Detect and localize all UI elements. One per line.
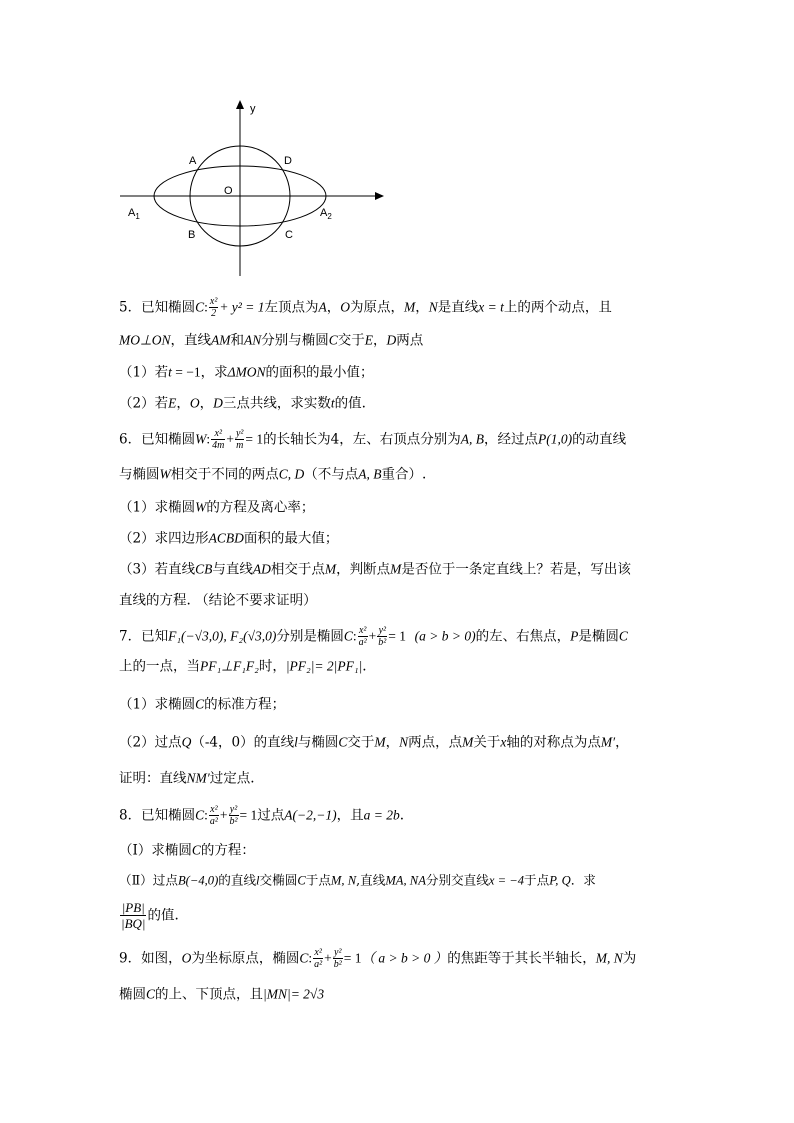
fraction: $\frac{\text{x²}}{\text{a²}}$ bbox=[314, 947, 323, 970]
y-axis-label: y bbox=[250, 103, 256, 115]
point-d-label: D bbox=[284, 155, 292, 167]
q8-line-1: 8．已知椭圆C: $\frac{\text{x²}}{\text{a²}}$ + $\frac{\text{y²}}{\text{b²}}$ = 1过点A(−2,−1)，且a = 2b. bbox=[119, 804, 405, 827]
q7-line-1: 7．已知F₁(−√3,0), F₂(√3,0)分别是椭圆C: $\frac{\text{x²}}{\text{a²}}$ + $\frac{\text{y²}}{\text{b²}}$ = 1 (a > b > 0)的左、右焦点，P是椭圆C bbox=[119, 625, 628, 648]
q7-part-2: （2）过点Q（-4，0）的直线l与椭圆C交于M，N两点，点M关于x轴的对称点为点M′， bbox=[119, 734, 629, 751]
q5-line-1: 5．已知椭圆C: $\frac{\text{x²}}{2}$ + y² = 1左顶点为A，O为原点，M，N是直线x = t上的两个动点，且 bbox=[119, 296, 612, 319]
point-c-label: C bbox=[285, 229, 293, 241]
q7-part-2-cont: 证明：直线NM′过定点. bbox=[119, 770, 255, 787]
q9-line-2: 椭圆C的上、下顶点，且|MN|= 2√3 bbox=[119, 986, 325, 1003]
point-a1-label: $A_1$ bbox=[128, 207, 140, 221]
q6-part-1: （1）求椭圆W的方程及离心率； bbox=[119, 499, 315, 516]
q9-line-1: 9．如图，O为坐标原点，椭圆C: $\frac{\text{x²}}{\text{a²}}$ + $\frac{\text{y²}}{\text{b²}}$ = 1（ a > b > 0 ）的焦距等于其长半轴长，M, N为 bbox=[119, 947, 637, 970]
fraction: $\frac{\text{y²}}{\text{b²}}$ bbox=[229, 804, 238, 827]
q8-part-1: （Ⅰ）求椭圆C的方程： bbox=[119, 842, 255, 859]
q6-part-3-cont: 直线的方程. （结论不要求证明） bbox=[119, 592, 317, 609]
q6-line-2: 与椭圆W相交于不同的两点C, D（不与点A, B重合）. bbox=[119, 466, 427, 483]
origin-label: O bbox=[224, 185, 233, 197]
q5-part-1: （1）若t = −1，求ΔMON的面积的最小值； bbox=[119, 364, 374, 381]
fraction: $\frac{\text{y²}}{\text{b²}}$ bbox=[378, 625, 387, 648]
q6-line-1: 6．已知椭圆W: $\frac{\text{x²}}{4m}$ + $\frac{\text{y²}}{m}$ = 1的长轴长为4，左、右顶点分别为A, B，经过点P(1,0)的动直线 bbox=[119, 428, 627, 451]
q7-line-2: 上的一点，当PF₁⊥F₁F₂时，|PF₂|= 2|PF₁|. bbox=[119, 658, 367, 675]
fraction: $\frac{|PB|}{|BQ|}$ bbox=[121, 900, 146, 931]
x-axis bbox=[120, 192, 384, 200]
fraction: $\frac{\text{x²}}{2}$ bbox=[209, 296, 218, 319]
q6-part-3: （3）若直线CB与直线AD相交于点M，判断点M是否位于一条定直线上？若是，写出该 bbox=[119, 561, 631, 578]
fraction: $\frac{\text{x²}}{4m}$ bbox=[212, 428, 225, 451]
y-axis bbox=[236, 100, 244, 276]
point-b-label: B bbox=[188, 229, 196, 241]
q6-part-2: （2）求四边形ACBD面积的最大值； bbox=[119, 530, 339, 547]
fraction: $\frac{\text{y²}}{\text{b²}}$ bbox=[333, 947, 342, 970]
q5-line-2: MO⊥ON，直线AM和AN分别与椭圆C交于E，D两点 bbox=[119, 332, 424, 349]
point-a-label: A bbox=[189, 155, 197, 167]
ellipse-circle-figure bbox=[110, 92, 400, 284]
q8-part-2: （Ⅱ）过点B(−4,0)的直线l交椭圆C于点M, N,直线MA, NA分别交直线x = −4于点P, Q．求 bbox=[119, 872, 596, 888]
fraction: $\frac{\text{x²}}{\text{a²}}$ bbox=[209, 804, 218, 827]
fraction: $\frac{\text{x²}}{\text{a²}}$ bbox=[358, 625, 367, 648]
q8-part-2-cont: $\frac{|PB|}{|BQ|}$ 的值. bbox=[121, 900, 179, 931]
fraction: $\frac{\text{y²}}{m}$ bbox=[235, 428, 244, 451]
point-a2-label: $A_2$ bbox=[320, 207, 332, 221]
q5-part-2: （2）若E，O，D三点共线，求实数t的值. bbox=[119, 395, 366, 412]
q7-part-1: （1）求椭圆C的标准方程； bbox=[119, 696, 286, 713]
